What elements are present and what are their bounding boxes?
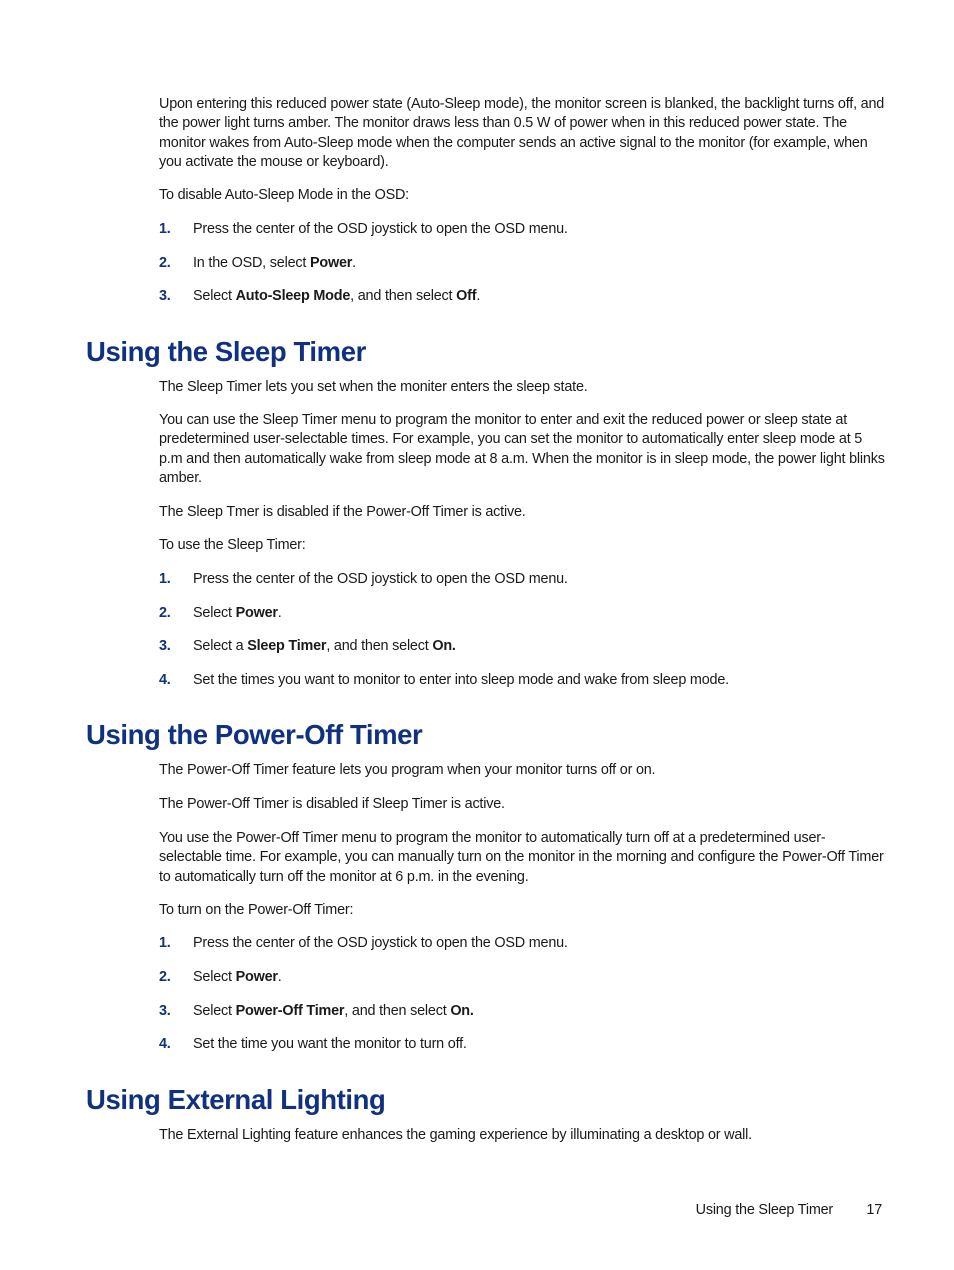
step-number: 1. <box>159 221 171 237</box>
step-text: Select Power. <box>193 969 282 985</box>
step-number: 3. <box>159 1003 171 1019</box>
section-heading: Using the Power-Off Timer <box>86 719 423 750</box>
step-number: 3. <box>159 638 171 654</box>
step-number: 1. <box>159 571 171 587</box>
footer-section-title: Using the Sleep Timer <box>695 1202 833 1218</box>
section-heading: Using the Sleep Timer <box>86 336 366 367</box>
step-text: Select Power. <box>193 605 282 621</box>
step-number: 1. <box>159 935 171 951</box>
section-heading: Using External Lighting <box>86 1084 386 1115</box>
step-number: 4. <box>159 1036 171 1052</box>
step-number: 4. <box>159 672 171 688</box>
step-number: 2. <box>159 255 171 271</box>
paragraph: The Power-Off Timer is disabled if Sleep Timer is active. <box>159 796 505 812</box>
step-number: 2. <box>159 969 171 985</box>
paragraph: The External Lighting feature enhances the gaming experience by illuminating a desktop or wall. <box>159 1127 752 1143</box>
step-text: Press the center of the OSD joystick to open the OSD menu. <box>193 935 568 951</box>
step-text: Select a Sleep Timer, and then select On. <box>193 638 456 654</box>
step-text: Select Auto-Sleep Mode, and then select Off. <box>193 288 481 304</box>
paragraph: The Power-Off Timer feature lets you program when your monitor turns off or on. <box>159 762 656 778</box>
paragraph: The Sleep Tmer is disabled if the Power-Off Timer is active. <box>159 504 526 520</box>
step-text: Set the time you want the monitor to turn off. <box>193 1036 467 1052</box>
step-text: Select Power-Off Timer, and then select On. <box>193 1003 474 1019</box>
step-text: Press the center of the OSD joystick to open the OSD menu. <box>193 571 568 587</box>
step-text: Set the times you want to monitor to enter into sleep mode and wake from sleep mode. <box>193 672 729 688</box>
step-number: 3. <box>159 288 171 304</box>
page-number: 17 <box>866 1202 882 1218</box>
step-number: 2. <box>159 605 171 621</box>
paragraph: The Sleep Timer lets you set when the moniter enters the sleep state. <box>159 379 588 395</box>
paragraph: To use the Sleep Timer: <box>159 537 306 553</box>
intro-instruction: To disable Auto-Sleep Mode in the OSD: <box>159 187 409 203</box>
paragraph: To turn on the Power-Off Timer: <box>159 902 354 918</box>
step-text: Press the center of the OSD joystick to open the OSD menu. <box>193 221 568 237</box>
paragraph: You can use the Sleep Timer menu to program the monitor to enter and exit the reduced power or sleep state at predetermined user-selectable times. For example, you can set the monitor to automatically enter sleep mode at 5 p.m and then automatically wake from sleep mode at 8 a.m. When the monitor is in sleep mode, the power light blinks amber. <box>159 412 885 487</box>
paragraph: You use the Power-Off Timer menu to program the monitor to automatically turn off at a predetermined user-selectable time. For example, you can manually turn on the monitor in the morning and configure the Power-Off Timer to automatically turn off the monitor at 6 p.m. in the evening. <box>159 830 884 885</box>
step-text: In the OSD, select Power. <box>193 255 356 271</box>
intro-paragraph: Upon entering this reduced power state (Auto-Sleep mode), the monitor screen is blanked, the backlight turns off, and the power light turns amber. The monitor draws less than 0.5 W of power when in this reduced power state. The monitor wakes from Auto-Sleep mode when the computer sends an active signal to the monitor (for example, when you activate the mouse or keyboard). <box>159 96 885 171</box>
